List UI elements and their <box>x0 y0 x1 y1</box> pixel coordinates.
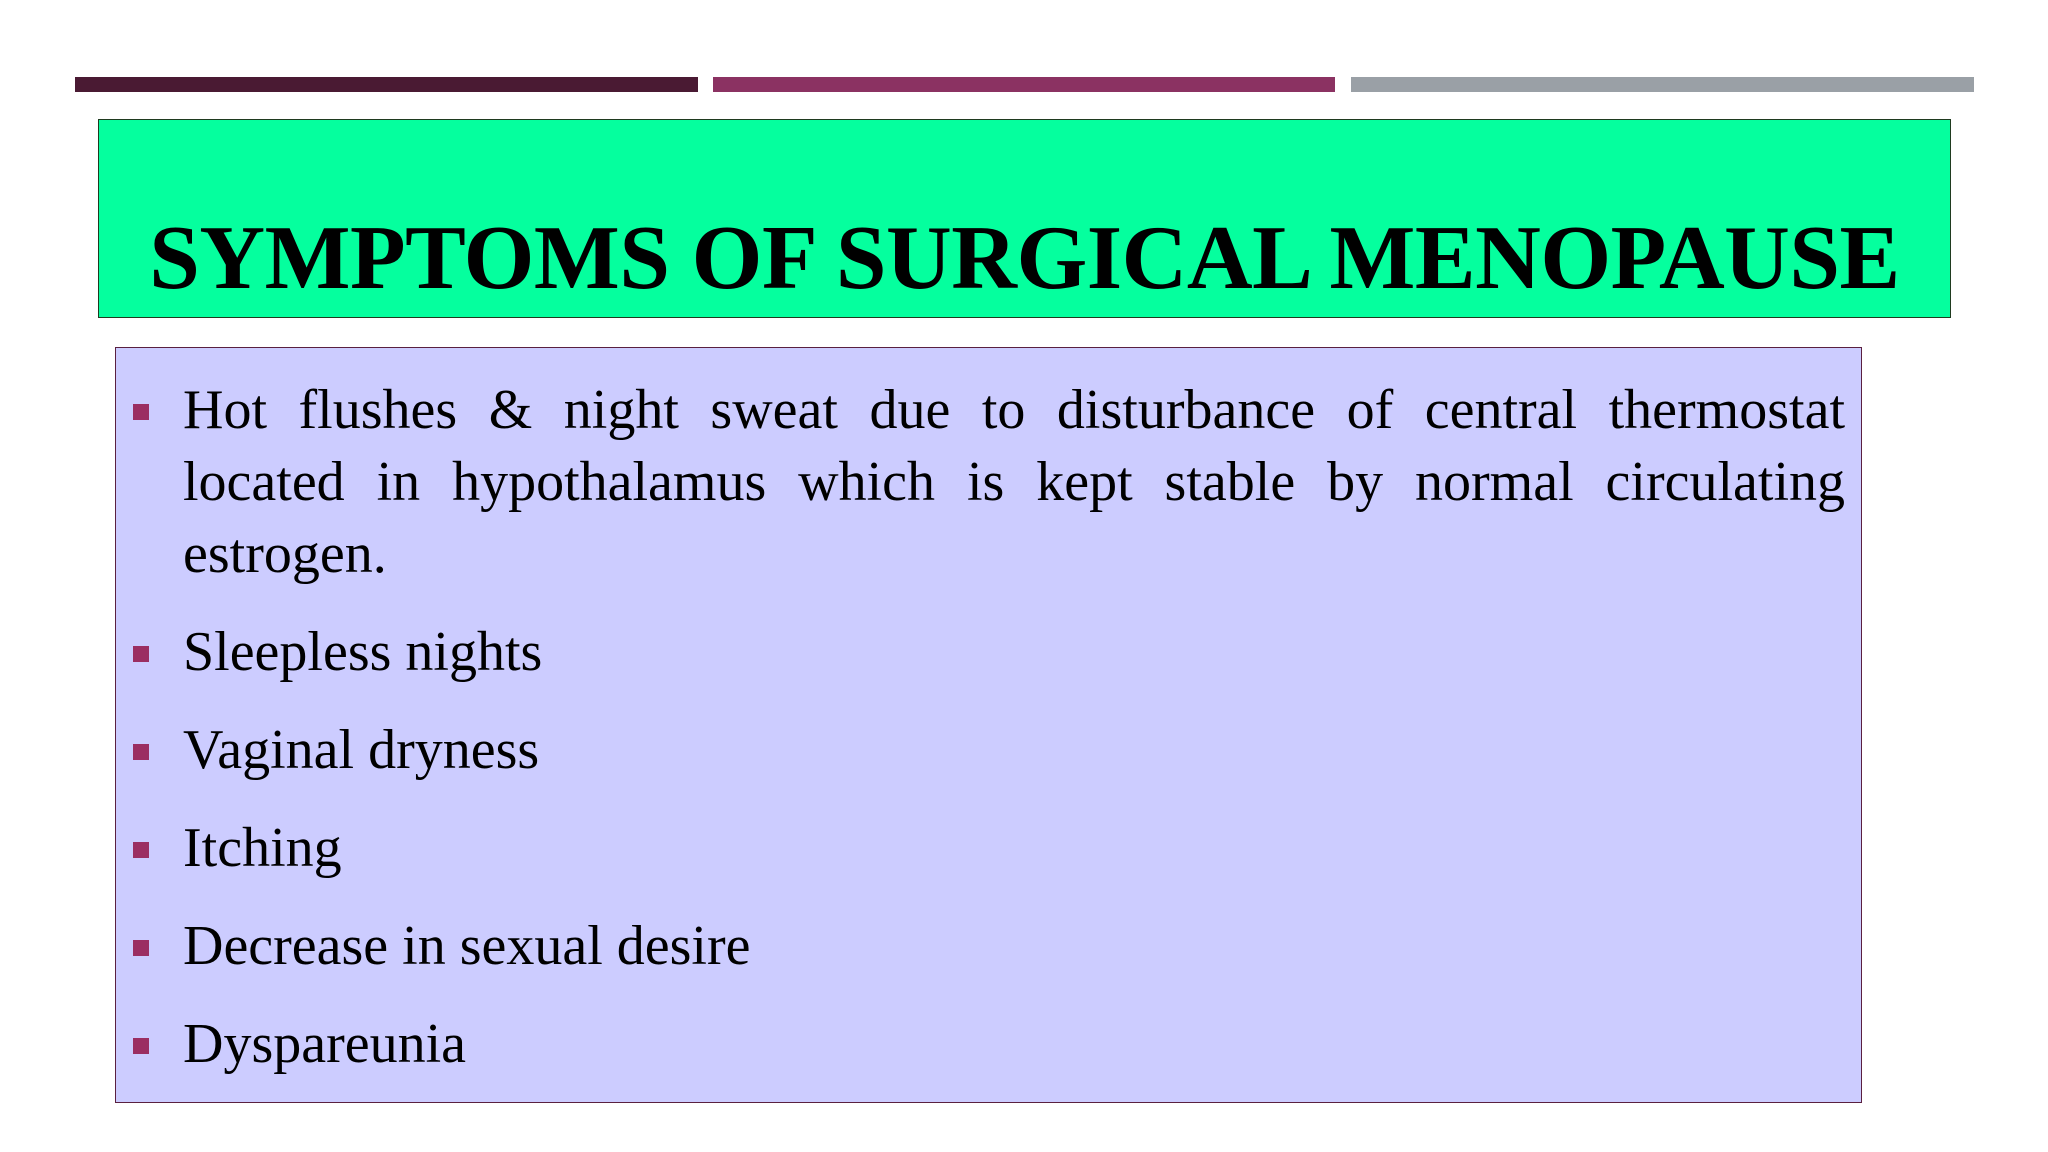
accent-bar-gray <box>1351 77 1974 92</box>
bullet-item-hot-flushes <box>133 374 1845 590</box>
square-bullet-icon <box>133 842 149 858</box>
bullet-text: Vaginal dryness <box>183 719 540 781</box>
accent-bar-dark-plum <box>75 77 698 92</box>
bullet-text: Itching <box>183 817 342 879</box>
bullet-text: Sleepless nights <box>183 621 543 683</box>
square-bullet-icon <box>133 404 149 420</box>
bullet-item-sleepless-nights <box>133 616 1845 688</box>
bullet-text: Decrease in sexual desire <box>183 915 751 977</box>
title-box <box>98 119 1951 318</box>
square-bullet-icon <box>133 1038 149 1054</box>
content-box <box>115 347 1862 1103</box>
bullet-text: Hot flushes & night sweat due to disturbance of central thermostat located in hypothalamus which is kept stable by normal circulating estrogen. <box>183 379 1845 585</box>
slide-title: SYMPTOMS OF SURGICAL MENOPAUSE <box>149 207 1900 308</box>
bullet-item-decrease-sexual-desire <box>133 910 1845 982</box>
bullet-text: Dyspareunia <box>183 1013 467 1075</box>
bullet-list <box>133 374 1845 1080</box>
square-bullet-icon <box>133 940 149 956</box>
bullet-item-dyspareunia <box>133 1008 1845 1080</box>
accent-bar-magenta <box>713 77 1335 92</box>
bullet-item-vaginal-dryness <box>133 714 1845 786</box>
square-bullet-icon <box>133 646 149 662</box>
bullet-item-itching <box>133 812 1845 884</box>
square-bullet-icon <box>133 744 149 760</box>
